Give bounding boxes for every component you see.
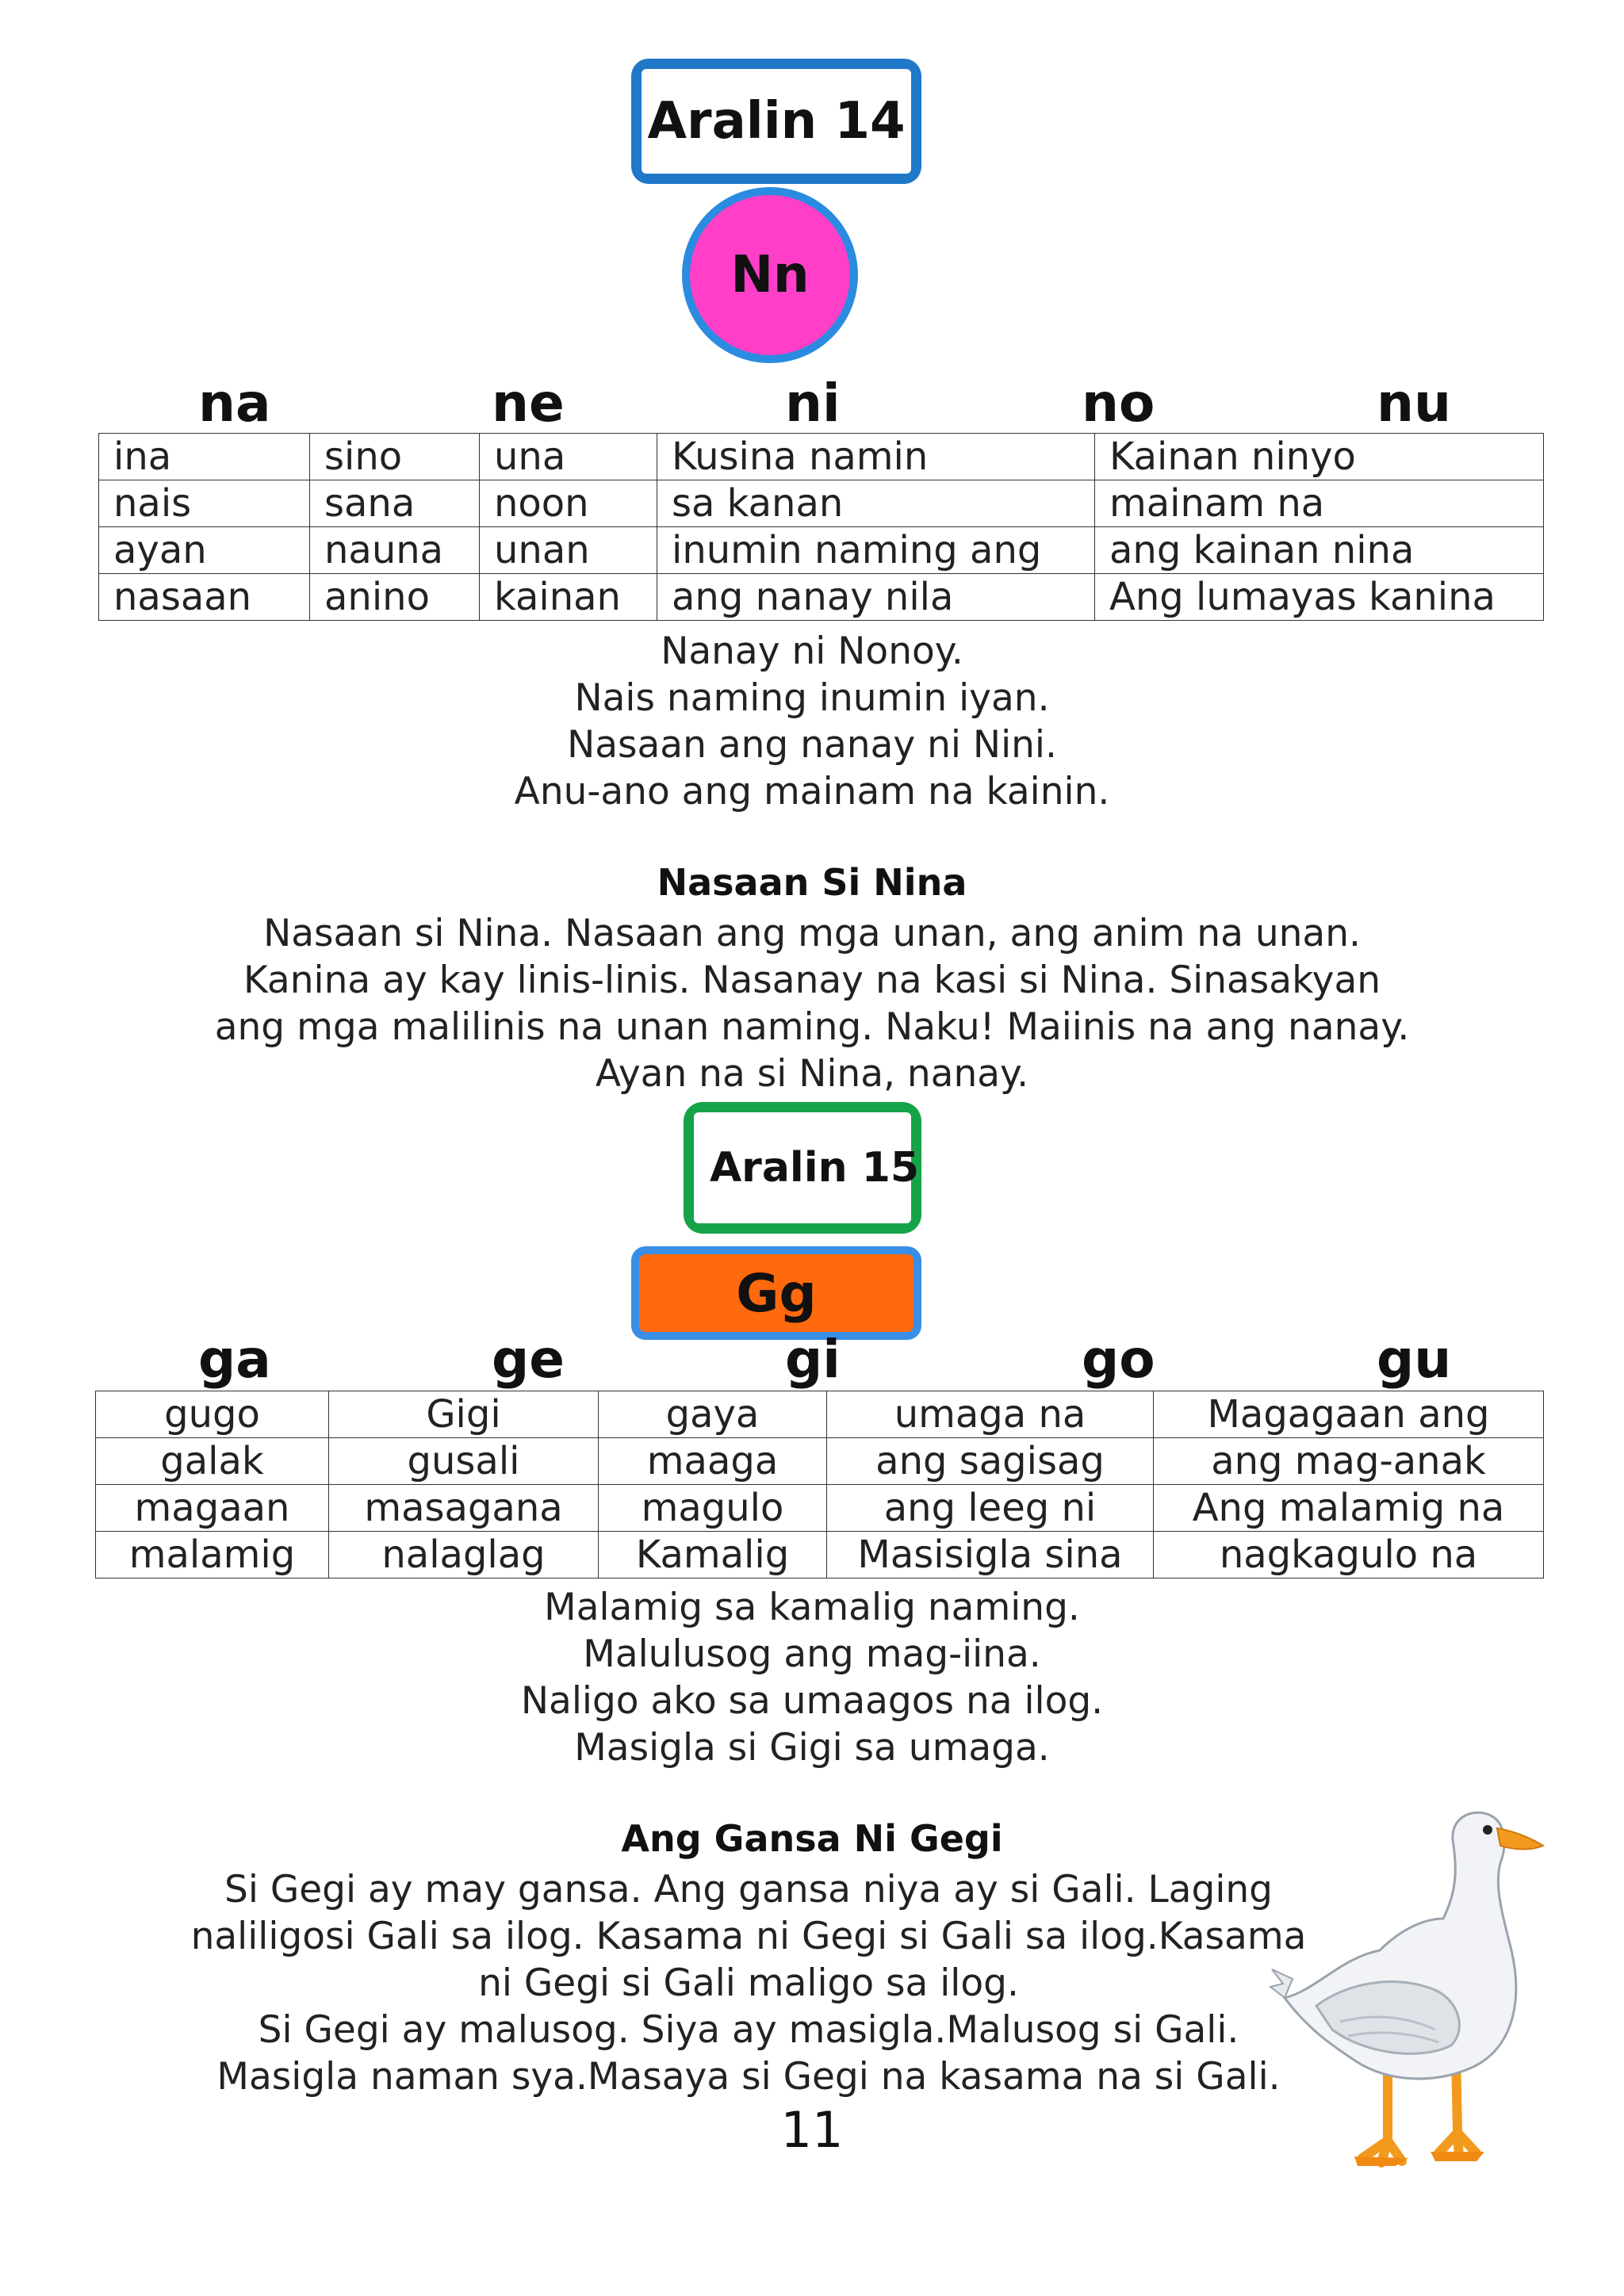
syllable-ga: ga xyxy=(198,1329,271,1390)
table-cell: Ang lumayas kanina xyxy=(1095,574,1544,621)
sentence: Naligo ako sa umaagos na ilog. xyxy=(520,1679,1104,1723)
goose-icon xyxy=(1269,1800,1554,2172)
table-row xyxy=(96,1532,1544,1578)
table-cell: nauna xyxy=(310,527,480,574)
table-cell: Kusina namin xyxy=(657,434,1095,480)
story-line: Kanina ay kay linis-linis. Nasanay na kasi si Nina. Sinasakyan xyxy=(243,959,1381,1002)
table-cell: nagkagulo na xyxy=(1154,1532,1544,1578)
lesson-15-title-box xyxy=(684,1102,921,1234)
story-line: naliligosi Gali sa ilog. Kasama ni Gegi si Gali sa ilog.Kasama xyxy=(190,1915,1307,1958)
syllable-nu: nu xyxy=(1377,373,1451,434)
table-cell: anino xyxy=(310,574,480,621)
table-cell: ang leeg ni xyxy=(827,1485,1154,1532)
story-line: Si Gegi ay may gansa. Ang gansa niya ay si Gali. Laging xyxy=(224,1868,1273,1911)
story-title-gegi: Ang Gansa Ni Gegi xyxy=(621,1817,1003,1860)
table-cell: umaga na xyxy=(827,1391,1154,1438)
table-cell: Kainan ninyo xyxy=(1095,434,1544,480)
table-cell: magaan xyxy=(96,1485,329,1532)
syllable-ne: ne xyxy=(492,373,565,434)
story-line: Masigla naman sya.Masaya si Gegi na kasama na si Gali. xyxy=(216,2055,1281,2099)
sentence: Nasaan ang nanay ni Nini. xyxy=(567,723,1057,767)
syllable-gu: gu xyxy=(1377,1329,1452,1390)
table-cell: sana xyxy=(310,480,480,527)
table-cell: maaga xyxy=(599,1438,827,1485)
lesson-15-sentences xyxy=(0,1584,1624,1771)
table-cell: ang kainan nina xyxy=(1095,527,1544,574)
table-row xyxy=(99,527,1544,574)
lesson-15-title: Aralin 15 xyxy=(709,1144,920,1192)
table-row xyxy=(99,480,1544,527)
table-cell: sa kanan xyxy=(657,480,1095,527)
table-cell: mainam na xyxy=(1095,480,1544,527)
letter-gg: Gg xyxy=(736,1262,817,1324)
table-cell: kainan xyxy=(480,574,657,621)
table-cell: Gigi xyxy=(329,1391,599,1438)
table-cell: gaya xyxy=(599,1391,827,1438)
sentence: Nanay ni Nonoy. xyxy=(661,629,963,673)
sentence: Nais naming inumin iyan. xyxy=(574,676,1050,720)
table-row xyxy=(96,1438,1544,1485)
table-cell: nasaan xyxy=(99,574,310,621)
table-cell: galak xyxy=(96,1438,329,1485)
story-line: ang mga malilinis na unan naming. Naku! Maiinis na ang nanay. xyxy=(214,1005,1410,1049)
letter-badge-nn xyxy=(682,187,858,363)
syllable-go: go xyxy=(1082,1329,1155,1390)
letter-badge-gg xyxy=(631,1246,921,1340)
table-cell: nais xyxy=(99,480,310,527)
table-cell: ang sagisag xyxy=(827,1438,1154,1485)
table-cell: una xyxy=(480,434,657,480)
table-cell: ina xyxy=(99,434,310,480)
table-cell: ang nanay nila xyxy=(657,574,1095,621)
story-line: ni Gegi si Gali maligo sa ilog. xyxy=(478,1961,1019,2005)
table-cell: sino xyxy=(310,434,480,480)
story-title-nina: Nasaan Si Nina xyxy=(657,861,967,904)
table-cell: Kamalig xyxy=(599,1532,827,1578)
lesson-14-title-box xyxy=(631,59,921,184)
syllable-no: no xyxy=(1082,373,1155,434)
sentence: Masigla si Gigi sa umaga. xyxy=(574,1726,1050,1770)
page-number: 11 xyxy=(780,2101,844,2159)
table-row xyxy=(96,1391,1544,1438)
table-row xyxy=(99,574,1544,621)
sentence: Malulusog ang mag-iina. xyxy=(583,1632,1041,1676)
table-row xyxy=(99,434,1544,480)
sentence: Anu-ano ang mainam na kainin. xyxy=(514,770,1110,813)
sentence: Malamig sa kamalig naming. xyxy=(544,1586,1080,1629)
story-line: Nasaan si Nina. Nasaan ang mga unan, ang anim na unan. xyxy=(263,912,1361,955)
table-cell: Masisigla sina xyxy=(827,1532,1154,1578)
table-cell: ayan xyxy=(99,527,310,574)
story-line: Ayan na si Nina, nanay. xyxy=(595,1052,1029,1096)
syllable-ni: ni xyxy=(785,373,841,434)
lesson-14-title: Aralin 14 xyxy=(647,92,906,151)
syllable-gi: gi xyxy=(785,1329,841,1390)
story-text-nina xyxy=(0,910,1624,1097)
table-cell: Magagaan ang xyxy=(1154,1391,1544,1438)
lesson-14-sentences xyxy=(0,628,1624,815)
table-cell: nalaglag xyxy=(329,1532,599,1578)
table-cell: ang mag-anak xyxy=(1154,1438,1544,1485)
table-cell: masagana xyxy=(329,1485,599,1532)
table-cell: inumin naming ang xyxy=(657,527,1095,574)
syllable-na: na xyxy=(198,373,271,434)
table-cell: malamig xyxy=(96,1532,329,1578)
table-row xyxy=(96,1485,1544,1532)
table-cell: magulo xyxy=(599,1485,827,1532)
table-cell: Ang malamig na xyxy=(1154,1485,1544,1532)
table-cell: gusali xyxy=(329,1438,599,1485)
table-cell: gugo xyxy=(96,1391,329,1438)
letter-nn: Nn xyxy=(730,246,810,304)
word-table-n xyxy=(98,433,1544,621)
word-table-g xyxy=(95,1391,1544,1578)
story-line: Si Gegi ay malusog. Siya ay masigla.Malusog si Gali. xyxy=(258,2008,1239,2052)
syllable-ge: ge xyxy=(492,1329,565,1390)
table-cell: noon xyxy=(480,480,657,527)
table-cell: unan xyxy=(480,527,657,574)
